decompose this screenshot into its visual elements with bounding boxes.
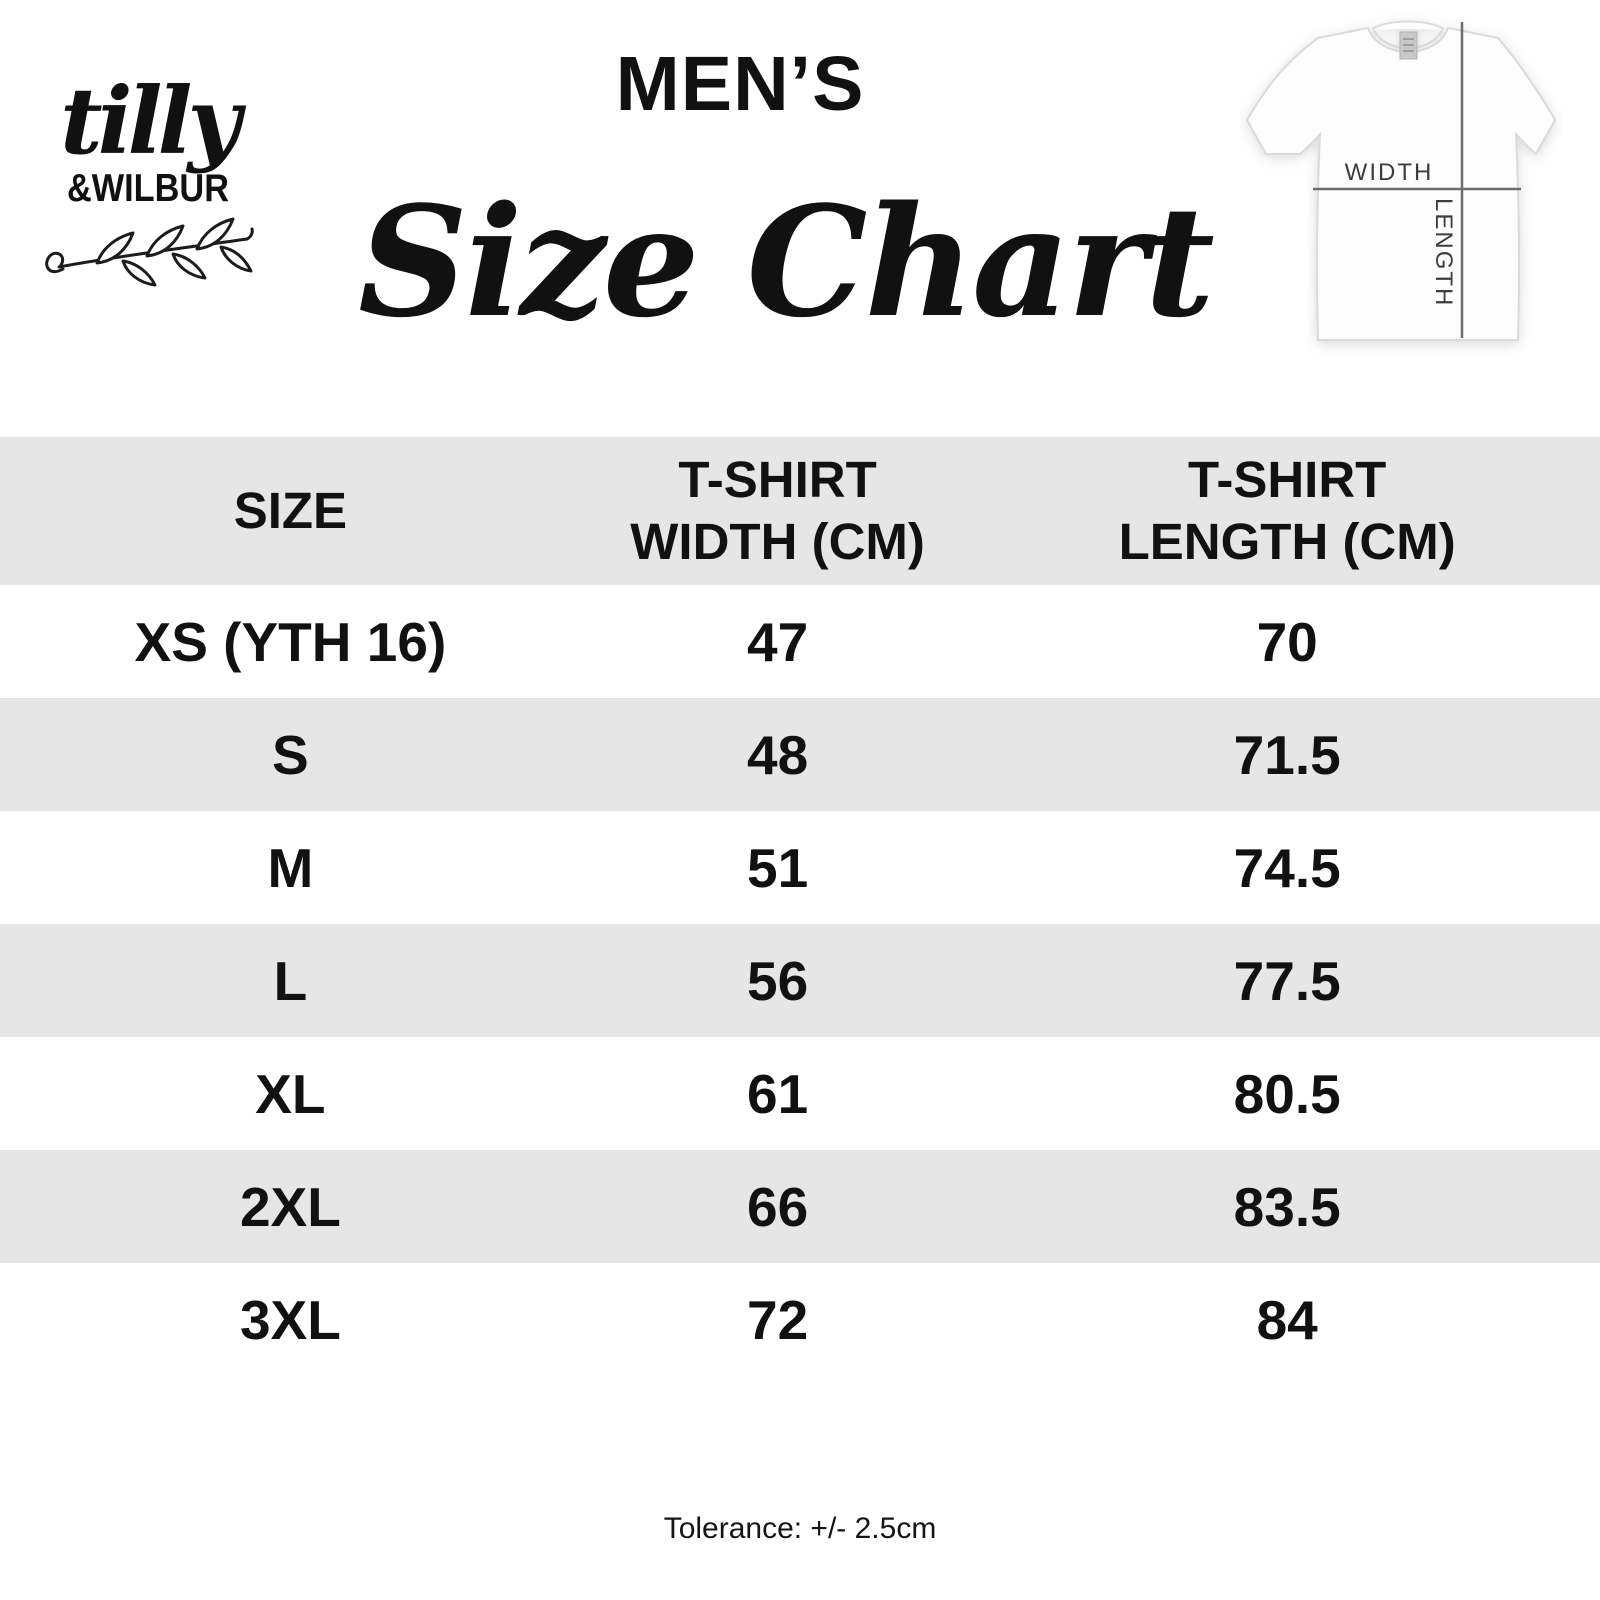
cell-length: 83.5 — [1233, 1175, 1341, 1238]
cell-width: 48 — [747, 723, 809, 786]
header-width-line1: T-SHIRT — [678, 450, 877, 508]
cell-size: S — [272, 723, 309, 786]
table-header-row — [0, 437, 1600, 585]
size-table — [0, 437, 1600, 1376]
tshirt-diagram — [1240, 14, 1562, 359]
table-row-m — [0, 811, 1600, 924]
header-size-line1: SIZE — [233, 481, 348, 539]
table-row-2xl — [0, 1150, 1600, 1263]
length-label: LENGTH — [1430, 198, 1457, 308]
table-row-xs — [0, 585, 1600, 698]
table-row-s — [0, 698, 1600, 811]
header-width-line2: WIDTH (CM) — [630, 513, 925, 570]
cell-width: 56 — [747, 949, 809, 1012]
brand-script-text: tilly — [60, 67, 236, 175]
cell-length: 71.5 — [1233, 723, 1341, 786]
cell-size: M — [267, 836, 314, 899]
header-length-line1: T-SHIRT — [1188, 450, 1387, 508]
cell-size: 3XL — [239, 1288, 341, 1351]
cell-size: 2XL — [239, 1175, 341, 1238]
cell-width: 51 — [747, 836, 809, 899]
cell-length: 84 — [1256, 1288, 1318, 1351]
header-cell-length — [974, 449, 1600, 573]
header-cell-size — [0, 480, 581, 542]
cell-length: 80.5 — [1233, 1062, 1341, 1125]
header-length-line2: LENGTH (CM) — [1118, 513, 1456, 570]
width-label: WIDTH — [1344, 159, 1434, 186]
header-cell-width — [581, 449, 975, 573]
table-row-l — [0, 924, 1600, 1037]
table-row-xl — [0, 1037, 1600, 1150]
brand-caps-text: &WILBUR — [66, 167, 230, 211]
laurel-branch-icon — [36, 213, 260, 296]
cell-width: 47 — [747, 610, 809, 673]
cell-width: 66 — [747, 1175, 809, 1238]
table-row-3xl — [0, 1263, 1600, 1376]
cell-size: XS (YTH 16) — [134, 610, 447, 673]
cell-size: XL — [255, 1062, 326, 1125]
cell-width: 72 — [747, 1288, 809, 1351]
cell-width: 61 — [747, 1062, 809, 1125]
cell-length: 70 — [1256, 610, 1318, 673]
cell-length: 77.5 — [1233, 949, 1341, 1012]
category-heading: MEN’S — [615, 41, 865, 127]
cell-length: 74.5 — [1233, 836, 1341, 899]
size-chart-title: Size Chart — [358, 172, 1212, 351]
tolerance-note: Tolerance: +/- 2.5cm — [663, 1512, 937, 1545]
brand-logo — [36, 67, 260, 296]
cell-size: L — [273, 949, 308, 1012]
